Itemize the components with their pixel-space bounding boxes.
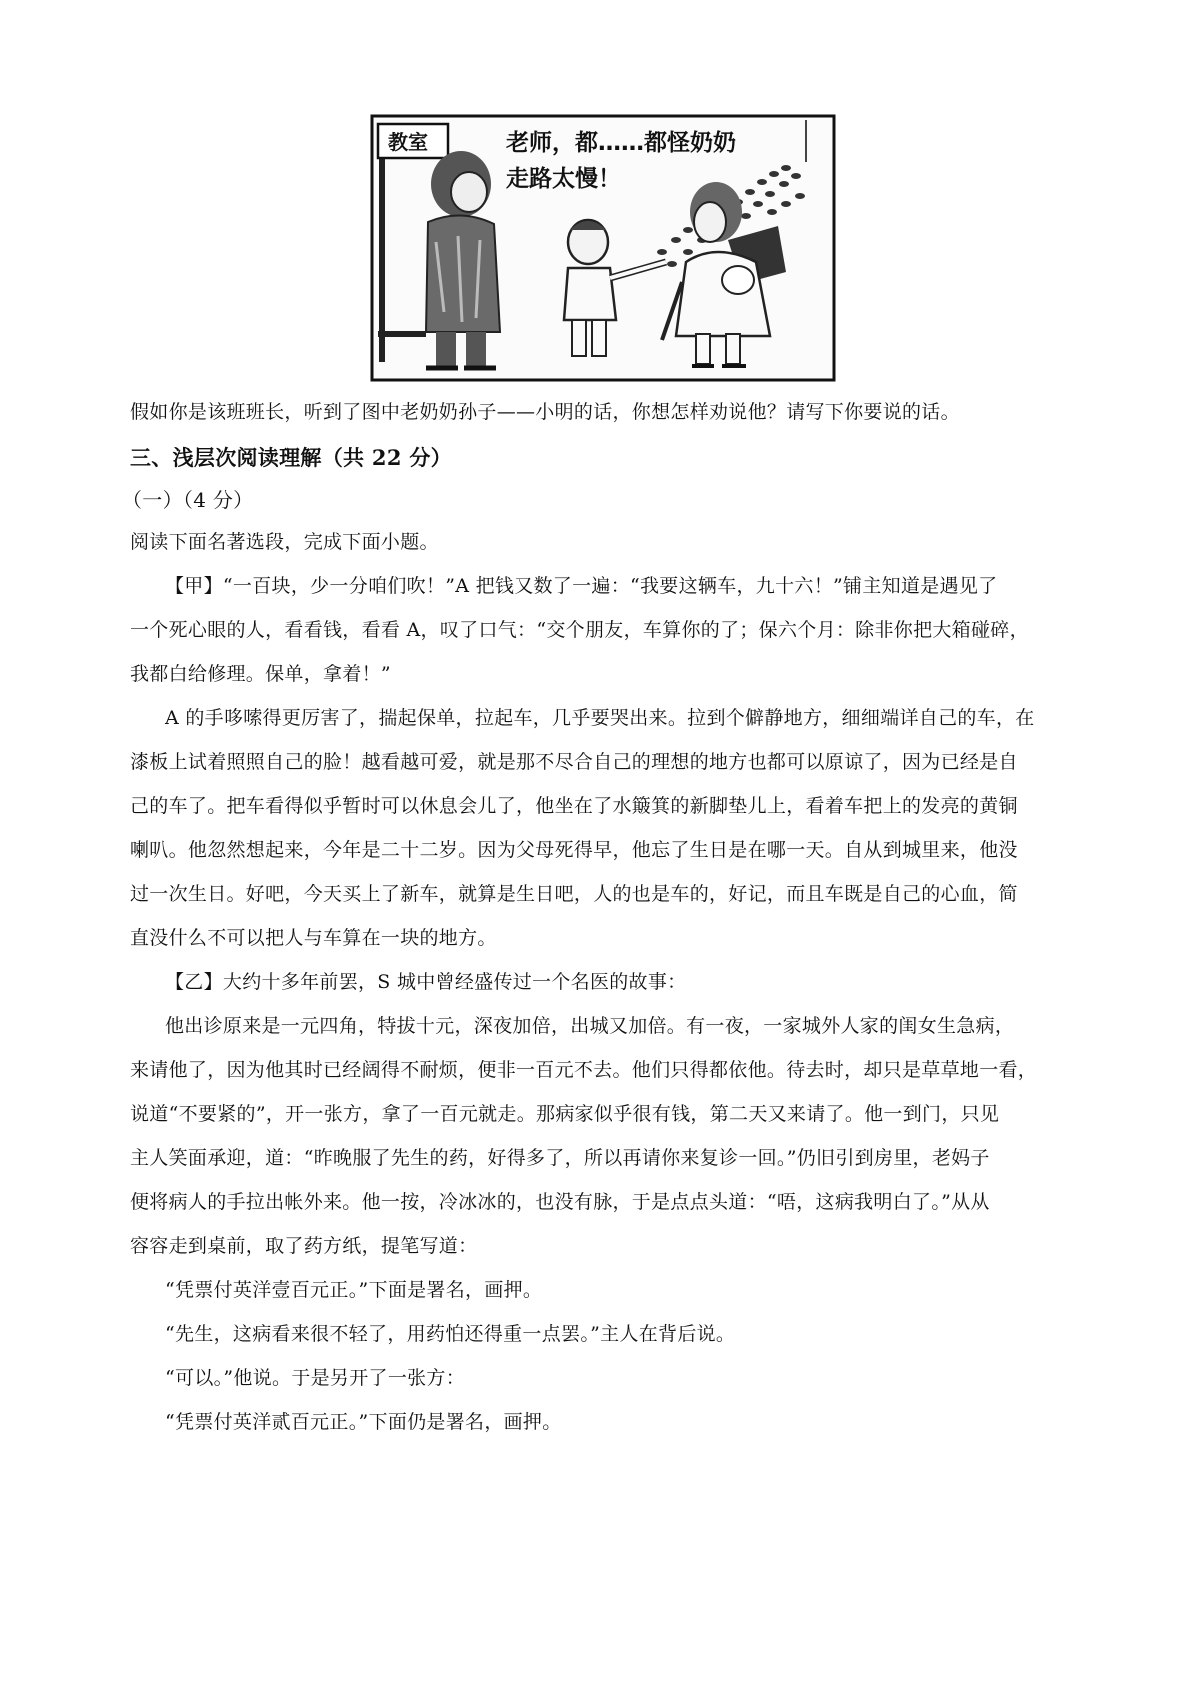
cartoon-figure <box>366 112 842 386</box>
passage-yi-line: 他出诊原来是一元四角，特拔十元，深夜加倍，出城又加倍。有一夜，一家城外人家的闺女生急病， <box>165 1015 1015 1037</box>
instruction-text: 阅读下面名著选段，完成下面小题。 <box>130 531 439 553</box>
passage-jia-line: 直没什么不可以把人与车算在一块的地方。 <box>130 927 497 949</box>
passage-yi-line: 便将病人的手拉出帐外来。他一按，冷冰冰的，也没有脉，于是点点头道：“唔，这病我明白了。”从从 <box>130 1191 990 1213</box>
passage-yi-line: 容容走到桌前，取了药方纸，提笔写道： <box>130 1235 478 1257</box>
section-title: 三、浅层次阅读理解（共 22 分） <box>130 445 452 470</box>
passage-jia-line: A 的手哆嗦得更厉害了，揣起保单，拉起车，几乎要哭出来。拉到个僻静地方，细细端详自己的车，在 <box>165 707 1035 729</box>
passage-yi-line: “可以。”他说。于是另开了一张方： <box>165 1367 466 1389</box>
passage-jia-line: 喇叭。他忽然想起来，今年是二十二岁。因为父母死得早，他忘了生日是在哪一天。自从到城里来，他没 <box>130 839 1018 861</box>
part-title: （一）（4 分） <box>122 488 254 512</box>
passage-yi-line: 主人笑面承迎，道：“昨晚服了先生的药，好得多了，所以再请你来复诊一回。”仍旧引到房里，老妈子 <box>130 1147 990 1169</box>
passage-yi-line: “先生，这病看来很不轻了，用药怕还得重一点罢。”主人在背后说。 <box>165 1323 736 1345</box>
cartoon-illustration <box>366 112 842 386</box>
question-text: 假如你是该班班长，听到了图中老奶奶孙子——小明的话，你想怎样劝说他？请写下你要说的话。 <box>130 401 960 423</box>
passage-yi-line: 【乙】大约十多年前罢，S 城中曾经盛传过一个名医的故事： <box>165 971 687 993</box>
passage-jia-line: 一个死心眼的人，看看钱，看看 A，叹了口气：“交个朋友，车算你的了；保六个月：除非你把大箱碰碎， <box>130 619 1029 641</box>
passage-yi-line: 来请他了，因为他其时已经阔得不耐烦，便非一百元不去。他们只得都依他。待去时，却只是草草地一看， <box>130 1059 1038 1081</box>
passage-jia-line: 己的车了。把车看得似乎暂时可以休息会儿了，他坐在了水簸箕的新脚垫儿上，看着车把上的发亮的黄铜 <box>130 795 1018 817</box>
speech-line-2: 走路太慢！ <box>506 166 621 192</box>
passage-yi-line: “凭票付英洋贰百元正。”下面仍是署名，画押。 <box>165 1411 562 1433</box>
room-label: 教室 <box>388 130 428 154</box>
speech-line-1: 老师，都……都怪奶奶 <box>506 130 736 156</box>
passage-jia-line: 漆板上试着照照自己的脸！越看越可爱，就是那不尽合自己的理想的地方也都可以原谅了，因为已经是自 <box>130 751 1018 773</box>
passage-jia-line: 过一次生日。好吧，今天买上了新车，就算是生日吧，人的也是车的，好记，而且车既是自己的心血，简 <box>130 883 1018 905</box>
passage-jia-line: 我都白给修理。保单，拿着！” <box>130 663 391 685</box>
passage-yi-line: 说道“不要紧的”，开一张方，拿了一百元就走。那病家似乎很有钱，第二天又来请了。他一到门，只见 <box>130 1103 1000 1125</box>
passage-yi-line: “凭票付英洋壹百元正。”下面是署名，画押。 <box>165 1279 543 1301</box>
passage-jia-line: 【甲】“一百块，少一分咱们吹！”A 把钱又数了一遍：“我要这辆车，九十六！”铺主知道是遇见了 <box>165 575 998 597</box>
